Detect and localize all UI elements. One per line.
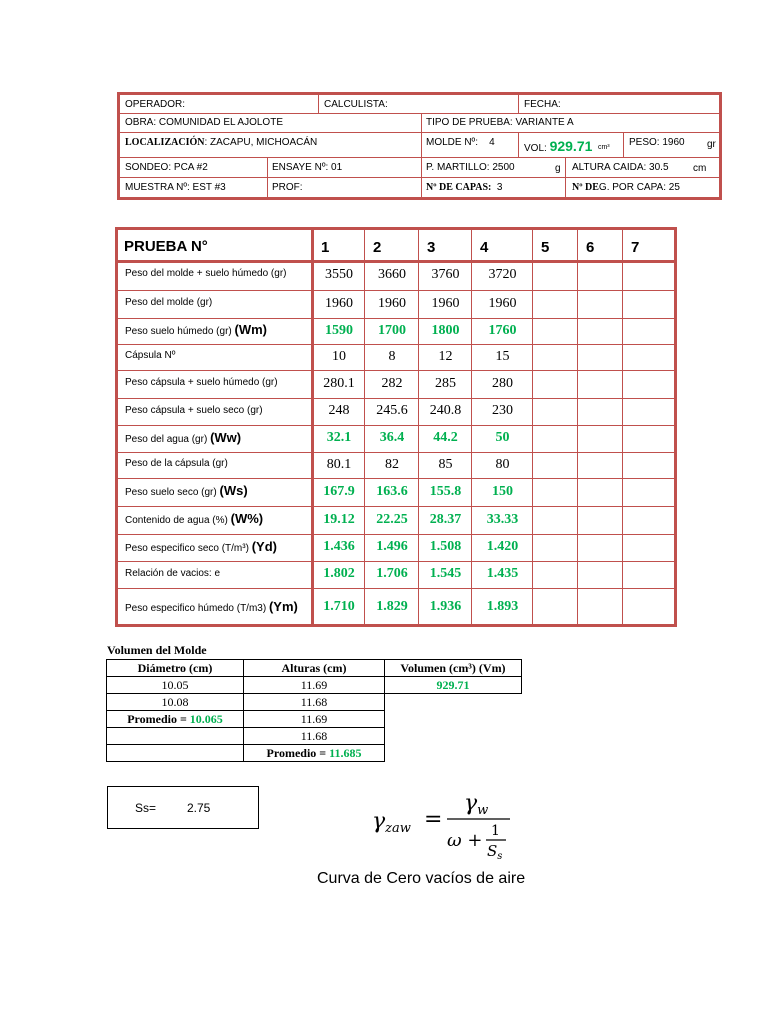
diam-header: Diámetro (cm) — [107, 660, 244, 677]
molde-field: MOLDE Nº: 4 — [426, 137, 495, 148]
col-header-2: 2 — [373, 239, 382, 256]
muestra-field: MUESTRA Nº: EST #3 — [125, 182, 226, 193]
col-header-7: 7 — [631, 239, 640, 256]
alt-1: 11.69 — [244, 677, 385, 694]
cell-r9-c1: 167.9 — [323, 483, 355, 499]
calculista-label: CALCULISTA: — [324, 99, 388, 110]
cell-r6-c4: 230 — [492, 403, 513, 418]
alt-2: 11.68 — [244, 694, 385, 711]
obra-field: OBRA: COMUNIDAD EL AJOLOTE — [125, 117, 283, 128]
localizacion-field: LOCALIZACIÓN: ZACAPU, MICHOACÁN — [125, 137, 318, 148]
row-label-5: Peso cápsula + suelo húmedo (gr) — [125, 377, 278, 388]
formula-den: ω + — [447, 830, 483, 851]
cell-r7-c1: 32.1 — [326, 430, 352, 445]
altura-unit: cm — [693, 163, 707, 174]
diam-2: 10.08 — [107, 694, 244, 711]
diam-1: 10.05 — [107, 677, 244, 694]
cell-r8-c2: 82 — [385, 456, 399, 472]
volume-table — [106, 659, 385, 762]
row-label-10: Contenido de agua (%) (W%) — [125, 511, 264, 526]
martillo-unit: g — [555, 163, 561, 174]
cell-r13-c1: 1.710 — [323, 599, 355, 614]
formula-lhs: γzaw — [372, 809, 411, 836]
cell-r1-c4: 3720 — [488, 266, 517, 282]
header-box — [117, 92, 722, 200]
formula-ss: $S_s$ — [487, 842, 503, 862]
cell-r8-c3: 85 — [438, 456, 453, 472]
formula-num: γw — [464, 791, 489, 818]
cell-r1-c3: 3760 — [431, 266, 460, 282]
cell-r3-c1: 1590 — [325, 322, 353, 338]
col-header-6: 6 — [586, 239, 595, 256]
volume-result-table — [384, 659, 522, 694]
prueba-header: PRUEBA N° — [124, 238, 208, 255]
cell-r4-c1: 10 — [332, 348, 346, 364]
cell-r13-c4: 1.893 — [486, 599, 519, 614]
diam-empty-1 — [107, 728, 244, 745]
cell-r7-c4: 50 — [495, 430, 510, 445]
alt-3: 11.69 — [244, 711, 385, 728]
row-label-1: Peso del molde + suelo húmedo (gr) — [125, 268, 287, 279]
formula-graphic — [372, 788, 542, 868]
diam-empty-2 — [107, 745, 244, 762]
row-label-3: Peso suelo húmedo (gr) (Wm) — [125, 322, 268, 337]
cell-r9-c4: 150 — [492, 483, 513, 499]
cell-r8-c4: 80 — [495, 456, 510, 472]
cell-r3-c4: 1760 — [488, 322, 517, 338]
cell-r13-c3: 1.936 — [429, 599, 462, 614]
vol-result: 929.71 — [385, 677, 522, 694]
row-label-7: Peso del agua (gr) (Ww) — [125, 429, 242, 445]
cell-r5-c3: 285 — [435, 375, 456, 391]
operador-label: OPERADOR: — [125, 99, 186, 110]
sondeo-field: SONDEO: PCA #2 — [125, 162, 208, 173]
row-label-6: Peso cápsula + suelo seco (gr) — [125, 404, 263, 416]
svg-text:=: = — [424, 807, 443, 832]
cell-r5-c1: 280.1 — [323, 375, 355, 391]
vol-header: Volumen (cm³) (Vm) — [385, 660, 522, 677]
cell-r12-c1: 1.802 — [323, 566, 355, 581]
cell-r12-c4: 1.435 — [486, 566, 519, 581]
peso-unit: gr — [707, 139, 716, 150]
cell-r6-c1: 248 — [328, 403, 350, 418]
col-header-4: 4 — [480, 239, 489, 256]
test-table — [115, 227, 677, 627]
prof-field: PROF: — [272, 182, 303, 193]
cell-r12-c3: 1.545 — [429, 566, 462, 581]
martillo-field: P. MARTILLO: 2500 — [426, 162, 515, 173]
ss-label: Ss= — [135, 801, 157, 815]
cell-r11-c1: 1.436 — [323, 539, 355, 554]
cell-r3-c2: 1700 — [378, 322, 406, 338]
cell-r13-c2: 1.829 — [376, 599, 408, 614]
row-label-9: Peso suelo seco (gr) (Ws) — [125, 483, 248, 498]
cell-r5-c4: 280 — [492, 375, 513, 391]
row-label-13: Peso especifico húmedo (T/m3) (Ym) — [125, 598, 298, 614]
cell-r7-c2: 36.4 — [379, 430, 405, 445]
golpes-field: Nº DEG. POR CAPA: 25 — [572, 182, 680, 193]
row-label-2: Peso del molde (gr) — [125, 297, 213, 308]
tipo-prueba-field: TIPO DE PRUEBA: VARIANTE A — [426, 117, 574, 128]
cell-r3-c3: 1800 — [431, 322, 460, 338]
fecha-label: FECHA: — [524, 99, 561, 110]
cell-r1-c1: 3550 — [325, 266, 353, 282]
cell-r2-c2: 1960 — [378, 295, 406, 311]
cell-r6-c2: 245.6 — [376, 403, 408, 418]
cell-r12-c2: 1.706 — [376, 566, 408, 581]
cell-r10-c2: 22.25 — [376, 511, 408, 527]
cell-r10-c1: 19.12 — [323, 511, 355, 527]
cell-r4-c3: 12 — [438, 348, 453, 364]
alt-header: Alturas (cm) — [244, 660, 385, 677]
cell-r5-c2: 282 — [381, 375, 403, 391]
zero-air-voids-formula — [372, 788, 542, 873]
volume-title: Volumen del Molde — [107, 643, 207, 657]
capas-field: Nº DE CAPAS: 3 — [426, 182, 503, 193]
cell-r9-c3: 155.8 — [429, 483, 462, 499]
cell-r11-c3: 1.508 — [429, 539, 462, 554]
col-header-1: 1 — [321, 239, 330, 256]
diam-avg: Promedio = 10.065 — [107, 711, 244, 728]
cell-r8-c1: 80.1 — [326, 456, 352, 472]
alt-4: 11.68 — [244, 728, 385, 745]
cell-r1-c2: 3660 — [378, 266, 406, 282]
cell-r4-c2: 8 — [388, 348, 396, 364]
cell-r11-c4: 1.420 — [486, 539, 519, 554]
row-label-12: Relación de vacios: e — [125, 567, 221, 579]
ss-value: 2.75 — [187, 801, 211, 815]
cell-r2-c3: 1960 — [431, 295, 460, 311]
row-label-4: Cápsula Nº — [125, 350, 176, 361]
cell-r4-c4: 15 — [495, 348, 510, 364]
cell-r6-c3: 240.8 — [429, 403, 462, 418]
ss-box — [107, 786, 259, 829]
cell-r10-c3: 28.37 — [429, 511, 462, 527]
cell-r7-c3: 44.2 — [433, 430, 458, 445]
peso-field: PESO: 1960 — [629, 137, 685, 148]
col-header-3: 3 — [427, 239, 436, 256]
row-label-8: Peso de la cápsula (gr) — [125, 458, 228, 469]
vol-field: VOL: 929.71 $^{cm^3}$ — [524, 138, 610, 154]
svg-text:1: 1 — [491, 823, 500, 839]
cell-r2-c4: 1960 — [488, 295, 517, 311]
vol-value: 929.71 — [549, 138, 593, 154]
row-label-11: Peso especifico seco (T/m³) (Yd) — [125, 538, 277, 554]
col-header-5: 5 — [541, 239, 550, 256]
altura-field: ALTURA CAIDA: 30.5 — [572, 162, 669, 173]
cell-r9-c2: 163.6 — [376, 483, 408, 499]
ensaye-field: ENSAYE Nº: 01 — [272, 162, 343, 173]
curve-caption: Curva de Cero vacíos de aire — [317, 870, 526, 887]
alt-avg: Promedio = 11.685 — [244, 745, 385, 762]
cell-r2-c1: 1960 — [325, 295, 353, 311]
cell-r10-c4: 33.33 — [486, 511, 519, 527]
cell-r11-c2: 1.496 — [376, 539, 408, 554]
